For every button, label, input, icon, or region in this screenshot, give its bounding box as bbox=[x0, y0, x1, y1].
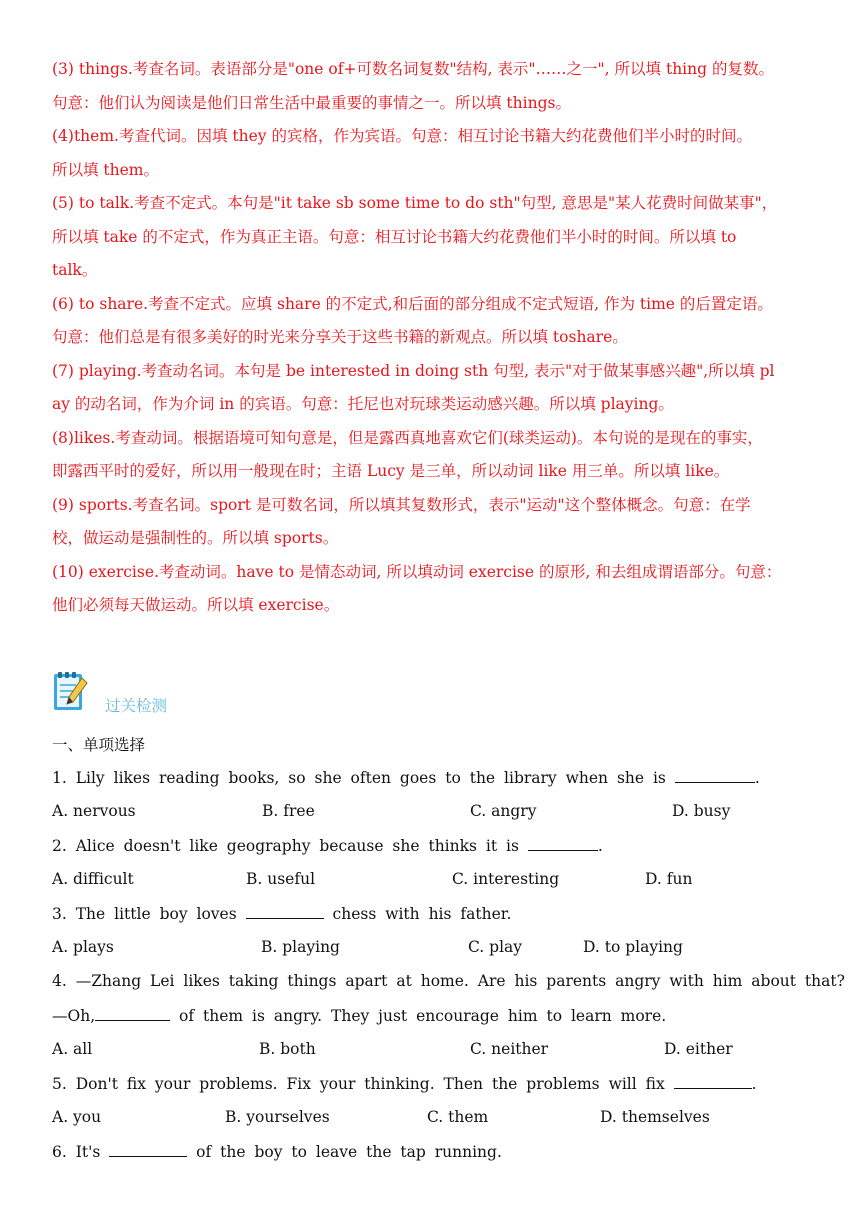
question-6: 6. It's of the boy to leave the tap running. bbox=[52, 1143, 502, 1161]
option-a: A. nervous bbox=[52, 802, 136, 820]
option-a: A. difficult bbox=[52, 870, 134, 888]
explanation-5-line-2: 所以填 take 的不定式，作为真正主语。句意：相互讨论书籍大约花费他们半小时的时间。所以填 to bbox=[52, 227, 737, 246]
option-a: A. plays bbox=[52, 938, 114, 956]
option-d: D. either bbox=[664, 1040, 733, 1058]
option-d: D. fun bbox=[645, 870, 693, 888]
question-2: 2. Alice doesn't like geography because she thinks it is . bbox=[52, 837, 603, 855]
option-a: A. you bbox=[52, 1108, 102, 1126]
question-1: 1. Lily likes reading books, so she often goes to the library when she is . bbox=[52, 769, 760, 787]
option-b: B. useful bbox=[246, 870, 316, 888]
explanation-5-line-1: (5) to talk.考查不定式。本句是"it take sb some time to do sth"句型, 意思是"某人花费时间做某事"， bbox=[52, 194, 778, 212]
explanation-10-line-2: 他们必须每天做运动。所以填 exercise。 bbox=[52, 596, 340, 614]
explanation-6-line-1: (6) to share.考查不定式。应填 share 的不定式,和后面的部分组成不定式短语, 作为 time 的后置定语。 bbox=[52, 294, 773, 313]
option-b: B. free bbox=[262, 802, 315, 820]
question-4: 4. —Zhang Lei likes taking things apart at home. Are his parents angry with him about that? bbox=[52, 972, 845, 990]
part-heading: 一、单项选择 bbox=[52, 736, 146, 754]
option-a: A. all bbox=[52, 1040, 93, 1058]
explanation-4-line-2: 所以填 them。 bbox=[52, 160, 160, 179]
explanation-5-line-3: talk。 bbox=[52, 261, 98, 279]
option-c: C. play bbox=[468, 938, 523, 956]
answer-blank bbox=[109, 1142, 187, 1157]
option-c: C. neither bbox=[470, 1040, 549, 1058]
option-c: C. them bbox=[427, 1108, 489, 1126]
option-b: B. both bbox=[259, 1040, 316, 1058]
answer-blank bbox=[674, 1074, 752, 1089]
answer-blank bbox=[528, 836, 598, 851]
explanation-8-line-1: (8)likes.考查动词。根据语境可知句意是，但是露西真地喜欢它们(球类运动)。本句说的是现在的事实， bbox=[52, 428, 763, 447]
option-d: D. busy bbox=[672, 802, 731, 820]
explanation-3-line-1: (3) things.考查名词。表语部分是"one of+可数名词复数"结构, 表示"……之一", 所以填 thing 的复数。 bbox=[52, 60, 774, 78]
option-c: C. interesting bbox=[452, 870, 560, 888]
answer-explanations bbox=[52, 53, 812, 623]
answer-blank bbox=[246, 904, 324, 919]
question-5: 5. Don't fix your problems. Fix your thinking. Then the problems will fix . bbox=[52, 1075, 757, 1093]
explanation-9-line-2: 校，做运动是强制性的。所以填 sports。 bbox=[52, 529, 339, 547]
option-d: D. to playing bbox=[583, 938, 683, 956]
question-3: 3. The little boy loves chess with his father. bbox=[52, 905, 512, 923]
explanation-8-line-2: 即露西平时的爱好，所以用一般现在时；主语 Lucy 是三单，所以动词 like 用三单。所以填 like。 bbox=[52, 462, 730, 480]
answer-blank bbox=[95, 1006, 170, 1021]
explanation-7-line-2: ay 的动名词，作为介词 in 的宾语。句意：托尼也对玩球类运动感兴趣。所以填 playing。 bbox=[52, 395, 674, 413]
explanation-4-line-1: (4)them.考查代词。因填 they 的宾格，作为宾语。句意：相互讨论书籍大约花费他们半小时的时间。 bbox=[52, 127, 752, 145]
option-b: B. yourselves bbox=[225, 1108, 330, 1126]
explanation-9-line-1: (9) sports.考查名词。sport 是可数名词，所以填其复数形式，表示"运动"这个整体概念。句意：在学 bbox=[52, 495, 751, 514]
question-4-reply: —Oh, of them is angry. They just encourage him to learn more. bbox=[52, 1007, 667, 1025]
option-d: D. themselves bbox=[600, 1108, 710, 1126]
explanation-7-line-1: (7) playing.考查动名词。本句是 be interested in doing sth 句型, 表示"对于做某事感兴趣",所以填 pl bbox=[52, 361, 775, 380]
answer-blank bbox=[675, 768, 755, 783]
option-c: C. angry bbox=[470, 802, 537, 820]
explanation-10-line-1: (10) exercise.考查动词。have to 是情态动词, 所以填动词 exercise 的原形, 和去组成谓语部分。句意： bbox=[52, 562, 782, 581]
explanation-6-line-2: 句意：他们总是有很多美好的时光来分享关于这些书籍的新观点。所以填 toshare。 bbox=[52, 328, 628, 346]
option-b: B. playing bbox=[261, 938, 340, 956]
explanation-3-line-2: 句意：他们认为阅读是他们日常生活中最重要的事情之一。所以填 things。 bbox=[52, 93, 571, 112]
section-title: 过关检测 bbox=[105, 697, 168, 715]
